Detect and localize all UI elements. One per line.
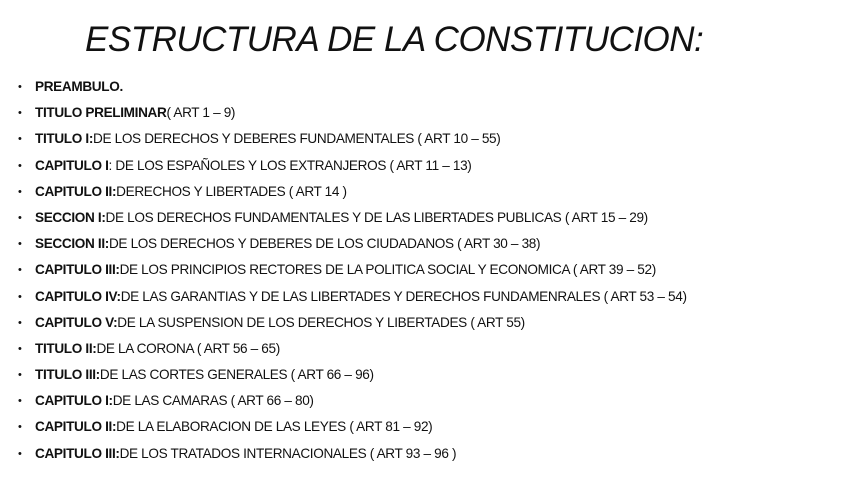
item-label: TITULO I: [35, 131, 94, 147]
bullet-icon: • [18, 264, 22, 277]
item-label: CAPITULO III: [35, 262, 120, 278]
bullet-icon: • [18, 133, 22, 146]
list-item-capitulo-i [18, 153, 687, 179]
bullet-icon: • [18, 107, 22, 120]
item-text: DE LA CORONA ( ART 56 – 65) [96, 340, 280, 356]
item-label: CAPITULO II: [35, 419, 117, 435]
bullet-icon: • [18, 238, 22, 251]
bullet-icon: • [18, 342, 22, 355]
item-label: CAPITULO IV: [35, 288, 121, 304]
item-label: TITULO III: [35, 367, 100, 383]
list-item-seccion-i [18, 205, 687, 231]
bullet-icon: • [18, 421, 22, 434]
item-text: DE LOS DERECHOS Y DEBERES FUNDAMENTALES ( ART 10 – 55) [93, 131, 501, 147]
item-text: DE LOS DERECHOS FUNDAMENTALES Y DE LAS LIBERTADES PUBLICAS ( ART 15 – 29) [105, 209, 648, 225]
bullet-icon: • [18, 447, 22, 460]
item-label: CAPITULO I [35, 157, 109, 173]
bullet-icon: • [18, 316, 22, 329]
list-item-capitulo-iii-tratados [18, 441, 687, 467]
list-item-capitulo-iii [18, 257, 687, 283]
bullet-icon: • [18, 290, 22, 303]
list-item-capitulo-v [18, 310, 687, 336]
item-label: CAPITULO V: [35, 314, 118, 330]
item-text: DE LAS CAMARAS ( ART 66 – 80) [112, 393, 314, 409]
item-label: CAPITULO III: [35, 445, 120, 461]
list-item-titulo-preliminar [18, 100, 687, 126]
item-label: SECCION I: [35, 209, 106, 225]
list-item-preambulo [18, 74, 687, 100]
list-item-capitulo-ii-leyes [18, 414, 687, 440]
item-text: DE LAS GARANTIAS Y DE LAS LIBERTADES Y DERECHOS FUNDAMENRALES ( ART 53 – 54) [120, 288, 687, 304]
item-text: DE LA ELABORACION DE LAS LEYES ( ART 81 – 92) [116, 419, 433, 435]
item-text: DE LA SUSPENSION DE LOS DERECHOS Y LIBERTADES ( ART 55) [117, 314, 525, 330]
list-item-titulo-ii [18, 336, 687, 362]
item-label: TITULO PRELIMINAR [35, 105, 167, 121]
item-label: TITULO II: [35, 340, 97, 356]
list-item-capitulo-ii [18, 179, 687, 205]
item-text: : DE LOS ESPAÑOLES Y LOS EXTRANJEROS ( ART 11 – 13) [108, 157, 472, 173]
list-item-capitulo-i-camaras [18, 388, 687, 414]
list-item-seccion-ii [18, 231, 687, 257]
outline-list [18, 74, 687, 467]
list-item-titulo-iii [18, 362, 687, 388]
item-text: DE LAS CORTES GENERALES ( ART 66 – 96) [99, 367, 374, 383]
item-text: DE LOS PRINCIPIOS RECTORES DE LA POLITICA SOCIAL Y ECONOMICA ( ART 39 – 52) [119, 262, 656, 278]
item-text: DE LOS DERECHOS Y DEBERES DE LOS CIUDADANOS ( ART 30 – 38) [108, 236, 541, 252]
bullet-icon: • [18, 185, 22, 198]
item-label: CAPITULO II: [35, 183, 117, 199]
list-item-capitulo-iv [18, 284, 687, 310]
item-label: PREAMBULO. [35, 79, 123, 94]
item-text: DERECHOS Y LIBERTADES ( ART 14 ) [116, 183, 347, 199]
bullet-icon: • [18, 81, 22, 93]
item-label: CAPITULO I: [35, 393, 113, 409]
bullet-icon: • [18, 395, 22, 408]
item-text: ( ART 1 – 9) [166, 105, 236, 121]
bullet-icon: • [18, 211, 22, 224]
slide-title: ESTRUCTURA DE LA CONSTITUCION: [85, 20, 704, 59]
bullet-icon: • [18, 159, 22, 172]
item-text: DE LOS TRATADOS INTERNACIONALES ( ART 93 – 96 ) [119, 445, 457, 461]
item-label: SECCION II: [35, 236, 109, 252]
bullet-icon: • [18, 369, 22, 382]
list-item-titulo-i [18, 126, 687, 152]
